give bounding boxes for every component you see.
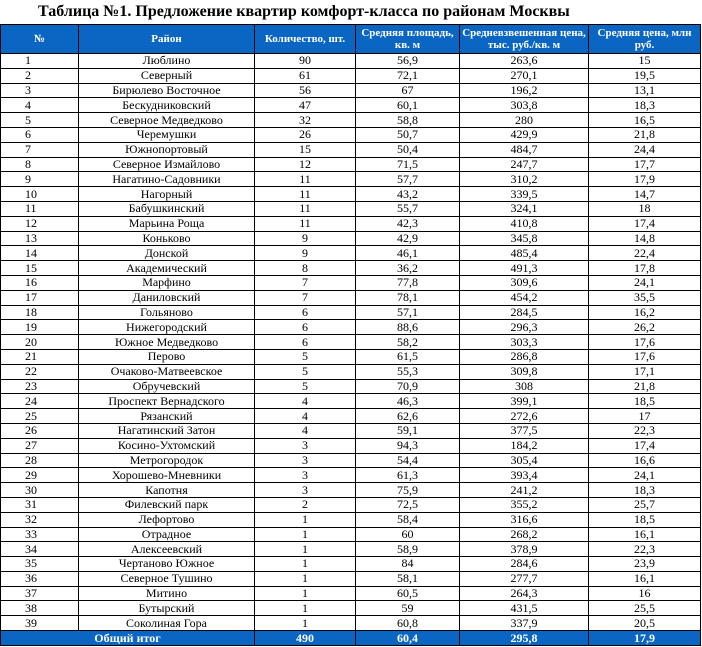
weighted-price: 303,8 xyxy=(460,98,589,113)
quantity: 4 xyxy=(255,423,356,438)
average-price: 35,5 xyxy=(589,290,701,305)
average-area: 50,7 xyxy=(356,127,460,142)
district-name: Северное Тушино xyxy=(79,571,255,586)
average-price: 16,1 xyxy=(589,527,701,542)
weighted-price: 345,8 xyxy=(460,231,589,246)
table-row xyxy=(1,512,701,527)
row-number: 7 xyxy=(1,142,79,157)
row-number: 33 xyxy=(1,527,79,542)
quantity: 4 xyxy=(255,394,356,409)
weighted-price: 196,2 xyxy=(460,83,589,98)
table-row xyxy=(1,290,701,305)
quantity: 6 xyxy=(255,320,356,335)
district-name: Черемушки xyxy=(79,127,255,142)
table-row xyxy=(1,394,701,409)
average-price: 17,4 xyxy=(589,216,701,231)
average-price: 16,6 xyxy=(589,453,701,468)
row-number: 31 xyxy=(1,497,79,512)
weighted-price: 280 xyxy=(460,113,589,128)
weighted-price: 286,8 xyxy=(460,349,589,364)
table-row xyxy=(1,557,701,572)
average-area: 54,4 xyxy=(356,453,460,468)
weighted-price: 454,2 xyxy=(460,290,589,305)
quantity: 8 xyxy=(255,261,356,276)
average-price: 17,4 xyxy=(589,438,701,453)
quantity: 1 xyxy=(255,601,356,616)
quantity: 1 xyxy=(255,542,356,557)
average-area: 59,1 xyxy=(356,423,460,438)
district-name: Южнопортовый xyxy=(79,142,255,157)
table-row xyxy=(1,423,701,438)
table-row xyxy=(1,157,701,172)
header-quantity: Количество, шт. xyxy=(255,25,356,54)
weighted-price: 309,6 xyxy=(460,275,589,290)
table-row xyxy=(1,68,701,83)
district-name: Даниловский xyxy=(79,290,255,305)
average-area: 94,3 xyxy=(356,438,460,453)
table-row xyxy=(1,497,701,512)
table-row xyxy=(1,468,701,483)
row-number: 27 xyxy=(1,438,79,453)
district-name: Бирюлево Восточное xyxy=(79,83,255,98)
average-price: 24,1 xyxy=(589,468,701,483)
average-price: 17 xyxy=(589,409,701,424)
table-row xyxy=(1,409,701,424)
average-price: 17,8 xyxy=(589,261,701,276)
table-row xyxy=(1,201,701,216)
table-row xyxy=(1,113,701,128)
district-name: Филевский парк xyxy=(79,497,255,512)
quantity: 32 xyxy=(255,113,356,128)
table-row xyxy=(1,483,701,498)
quantity: 3 xyxy=(255,453,356,468)
average-area: 55,7 xyxy=(356,201,460,216)
table-row xyxy=(1,335,701,350)
average-price: 18 xyxy=(589,201,701,216)
quantity: 3 xyxy=(255,438,356,453)
average-area: 56,9 xyxy=(356,54,460,69)
average-area: 72,1 xyxy=(356,68,460,83)
district-name: Южное Медведково xyxy=(79,335,255,350)
table-row xyxy=(1,586,701,601)
weighted-price: 305,4 xyxy=(460,453,589,468)
weighted-price: 270,1 xyxy=(460,68,589,83)
total-average-area: 60,4 xyxy=(356,631,460,646)
district-name: Чертаново Южное xyxy=(79,557,255,572)
average-area: 57,1 xyxy=(356,305,460,320)
header-number: № xyxy=(1,25,79,54)
row-number: 5 xyxy=(1,113,79,128)
row-number: 12 xyxy=(1,216,79,231)
average-area: 58,9 xyxy=(356,542,460,557)
district-name: Марьина Роща xyxy=(79,216,255,231)
average-area: 75,9 xyxy=(356,483,460,498)
average-price: 22,4 xyxy=(589,246,701,261)
table-row xyxy=(1,364,701,379)
table-row xyxy=(1,172,701,187)
average-price: 17,6 xyxy=(589,335,701,350)
average-area: 61,3 xyxy=(356,468,460,483)
weighted-price: 491,3 xyxy=(460,261,589,276)
average-area: 50,4 xyxy=(356,142,460,157)
average-area: 46,1 xyxy=(356,246,460,261)
average-area: 42,9 xyxy=(356,231,460,246)
table-row xyxy=(1,142,701,157)
row-number: 20 xyxy=(1,335,79,350)
district-name: Бабушкинский xyxy=(79,201,255,216)
row-number: 8 xyxy=(1,157,79,172)
row-number: 2 xyxy=(1,68,79,83)
weighted-price: 324,1 xyxy=(460,201,589,216)
average-area: 60,5 xyxy=(356,586,460,601)
district-name: Донской xyxy=(79,246,255,261)
average-price: 23,9 xyxy=(589,557,701,572)
weighted-price: 303,3 xyxy=(460,335,589,350)
average-price: 26,2 xyxy=(589,320,701,335)
average-price: 16,1 xyxy=(589,571,701,586)
weighted-price: 399,1 xyxy=(460,394,589,409)
row-number: 24 xyxy=(1,394,79,409)
average-price: 18,3 xyxy=(589,98,701,113)
average-price: 14,7 xyxy=(589,187,701,202)
weighted-price: 355,2 xyxy=(460,497,589,512)
quantity: 11 xyxy=(255,187,356,202)
district-name: Гольяново xyxy=(79,305,255,320)
average-area: 57,7 xyxy=(356,172,460,187)
district-name: Хорошево-Мневники xyxy=(79,468,255,483)
quantity: 1 xyxy=(255,512,356,527)
weighted-price: 410,8 xyxy=(460,216,589,231)
weighted-price: 485,4 xyxy=(460,246,589,261)
table-row xyxy=(1,438,701,453)
average-area: 72,5 xyxy=(356,497,460,512)
average-area: 46,3 xyxy=(356,394,460,409)
quantity: 12 xyxy=(255,157,356,172)
weighted-price: 277,7 xyxy=(460,571,589,586)
quantity: 7 xyxy=(255,290,356,305)
district-name: Очаково-Матвеевское xyxy=(79,364,255,379)
row-number: 36 xyxy=(1,571,79,586)
district-name: Северное Измайлово xyxy=(79,157,255,172)
average-price: 16,5 xyxy=(589,113,701,128)
average-area: 58,1 xyxy=(356,571,460,586)
row-number: 39 xyxy=(1,616,79,631)
district-name: Рязанский xyxy=(79,409,255,424)
table-row xyxy=(1,616,701,631)
header-average-price: Средняя цена, млн руб. xyxy=(589,25,701,54)
average-area: 42,3 xyxy=(356,216,460,231)
weighted-price: 316,6 xyxy=(460,512,589,527)
table-row xyxy=(1,98,701,113)
district-name: Академический xyxy=(79,261,255,276)
weighted-price: 431,5 xyxy=(460,601,589,616)
table-row xyxy=(1,453,701,468)
weighted-price: 309,8 xyxy=(460,364,589,379)
average-price: 19,5 xyxy=(589,68,701,83)
average-area: 71,5 xyxy=(356,157,460,172)
row-number: 25 xyxy=(1,409,79,424)
weighted-price: 284,5 xyxy=(460,305,589,320)
row-number: 38 xyxy=(1,601,79,616)
table-row xyxy=(1,305,701,320)
district-name: Бескудниковский xyxy=(79,98,255,113)
quantity: 9 xyxy=(255,246,356,261)
average-area: 60,8 xyxy=(356,616,460,631)
row-number: 13 xyxy=(1,231,79,246)
average-area: 36,2 xyxy=(356,261,460,276)
row-number: 11 xyxy=(1,201,79,216)
average-price: 18,3 xyxy=(589,483,701,498)
district-name: Северный xyxy=(79,68,255,83)
quantity: 47 xyxy=(255,98,356,113)
table-row xyxy=(1,601,701,616)
row-number: 19 xyxy=(1,320,79,335)
row-number: 32 xyxy=(1,512,79,527)
quantity: 11 xyxy=(255,201,356,216)
quantity: 5 xyxy=(255,349,356,364)
average-area: 88,6 xyxy=(356,320,460,335)
weighted-price: 377,5 xyxy=(460,423,589,438)
district-name: Алексеевский xyxy=(79,542,255,557)
quantity: 11 xyxy=(255,172,356,187)
average-price: 21,8 xyxy=(589,127,701,142)
weighted-price: 263,6 xyxy=(460,54,589,69)
table-row xyxy=(1,571,701,586)
row-number: 6 xyxy=(1,127,79,142)
weighted-price: 484,7 xyxy=(460,142,589,157)
weighted-price: 272,6 xyxy=(460,409,589,424)
average-price: 14,8 xyxy=(589,231,701,246)
average-area: 58,2 xyxy=(356,335,460,350)
average-area: 60,1 xyxy=(356,98,460,113)
district-name: Нагатино-Садовники xyxy=(79,172,255,187)
row-number: 34 xyxy=(1,542,79,557)
average-price: 16 xyxy=(589,586,701,601)
table-row xyxy=(1,542,701,557)
average-area: 62,6 xyxy=(356,409,460,424)
district-name: Нагорный xyxy=(79,187,255,202)
total-row xyxy=(1,631,701,646)
quantity: 1 xyxy=(255,586,356,601)
district-name: Нижегородский xyxy=(79,320,255,335)
average-price: 15 xyxy=(589,54,701,69)
quantity: 1 xyxy=(255,571,356,586)
average-price: 18,5 xyxy=(589,394,701,409)
weighted-price: 337,9 xyxy=(460,616,589,631)
row-number: 22 xyxy=(1,364,79,379)
row-number: 35 xyxy=(1,557,79,572)
district-name: Коньково xyxy=(79,231,255,246)
quantity: 15 xyxy=(255,142,356,157)
weighted-price: 393,4 xyxy=(460,468,589,483)
quantity: 6 xyxy=(255,335,356,350)
row-number: 23 xyxy=(1,379,79,394)
row-number: 21 xyxy=(1,349,79,364)
table-row xyxy=(1,54,701,69)
average-price: 18,5 xyxy=(589,512,701,527)
quantity: 61 xyxy=(255,68,356,83)
table-row xyxy=(1,349,701,364)
quantity: 1 xyxy=(255,557,356,572)
average-area: 61,5 xyxy=(356,349,460,364)
average-area: 58,8 xyxy=(356,113,460,128)
average-area: 77,8 xyxy=(356,275,460,290)
quantity: 11 xyxy=(255,216,356,231)
weighted-price: 247,7 xyxy=(460,157,589,172)
quantity: 3 xyxy=(255,468,356,483)
weighted-price: 378,9 xyxy=(460,542,589,557)
district-name: Проспект Вернадского xyxy=(79,394,255,409)
average-area: 58,4 xyxy=(356,512,460,527)
table-row xyxy=(1,187,701,202)
quantity: 4 xyxy=(255,409,356,424)
district-name: Марфино xyxy=(79,275,255,290)
district-name: Отрадное xyxy=(79,527,255,542)
table-row xyxy=(1,83,701,98)
district-name: Люблино xyxy=(79,54,255,69)
row-number: 3 xyxy=(1,83,79,98)
table-body xyxy=(1,54,701,631)
average-area: 70,9 xyxy=(356,379,460,394)
quantity: 56 xyxy=(255,83,356,98)
average-price: 22,3 xyxy=(589,542,701,557)
average-price: 21,8 xyxy=(589,379,701,394)
table-row xyxy=(1,379,701,394)
average-price: 13,1 xyxy=(589,83,701,98)
district-name: Перово xyxy=(79,349,255,364)
weighted-price: 429,9 xyxy=(460,127,589,142)
average-area: 78,1 xyxy=(356,290,460,305)
weighted-price: 308 xyxy=(460,379,589,394)
district-name: Обручевский xyxy=(79,379,255,394)
quantity: 6 xyxy=(255,305,356,320)
quantity: 3 xyxy=(255,483,356,498)
row-number: 18 xyxy=(1,305,79,320)
weighted-price: 296,3 xyxy=(460,320,589,335)
average-price: 17,1 xyxy=(589,364,701,379)
district-name: Метрогородок xyxy=(79,453,255,468)
district-name: Соколиная Гора xyxy=(79,616,255,631)
average-price: 17,9 xyxy=(589,172,701,187)
district-name: Бутырский xyxy=(79,601,255,616)
quantity: 26 xyxy=(255,127,356,142)
average-area: 55,3 xyxy=(356,364,460,379)
row-number: 9 xyxy=(1,172,79,187)
table-row xyxy=(1,216,701,231)
table-row xyxy=(1,246,701,261)
table-row xyxy=(1,261,701,276)
weighted-price: 284,6 xyxy=(460,557,589,572)
district-name: Митино xyxy=(79,586,255,601)
average-area: 60 xyxy=(356,527,460,542)
table-row xyxy=(1,527,701,542)
district-name: Косино-Ухтомский xyxy=(79,438,255,453)
quantity: 5 xyxy=(255,379,356,394)
weighted-price: 241,2 xyxy=(460,483,589,498)
quantity: 9 xyxy=(255,231,356,246)
table-row xyxy=(1,320,701,335)
district-offer-table xyxy=(0,24,701,646)
total-average-price: 17,9 xyxy=(589,631,701,646)
total-quantity: 490 xyxy=(255,631,356,646)
header-weighted-price: Средневзвешенная цена, тыс. руб./кв. м xyxy=(460,25,589,54)
average-area: 84 xyxy=(356,557,460,572)
quantity: 90 xyxy=(255,54,356,69)
table-header-row xyxy=(1,25,701,54)
page-title: Таблица №1. Предложение квартир комфорт-класса по районам Москвы xyxy=(38,3,570,20)
total-label: Общий итог xyxy=(1,631,255,646)
average-area: 43,2 xyxy=(356,187,460,202)
district-name: Северное Медведково xyxy=(79,113,255,128)
district-name: Капотня xyxy=(79,483,255,498)
table-row xyxy=(1,275,701,290)
row-number: 30 xyxy=(1,483,79,498)
weighted-price: 339,5 xyxy=(460,187,589,202)
row-number: 15 xyxy=(1,261,79,276)
average-price: 25,7 xyxy=(589,497,701,512)
average-area: 59 xyxy=(356,601,460,616)
weighted-price: 268,2 xyxy=(460,527,589,542)
total-weighted-price: 295,8 xyxy=(460,631,589,646)
row-number: 29 xyxy=(1,468,79,483)
row-number: 26 xyxy=(1,423,79,438)
row-number: 28 xyxy=(1,453,79,468)
quantity: 2 xyxy=(255,497,356,512)
row-number: 37 xyxy=(1,586,79,601)
row-number: 17 xyxy=(1,290,79,305)
row-number: 14 xyxy=(1,246,79,261)
quantity: 1 xyxy=(255,616,356,631)
district-name: Лефортово xyxy=(79,512,255,527)
header-district: Район xyxy=(79,25,255,54)
quantity: 1 xyxy=(255,527,356,542)
average-price: 20,5 xyxy=(589,616,701,631)
weighted-price: 184,2 xyxy=(460,438,589,453)
average-price: 25,5 xyxy=(589,601,701,616)
row-number: 10 xyxy=(1,187,79,202)
quantity: 5 xyxy=(255,364,356,379)
quantity: 7 xyxy=(255,275,356,290)
row-number: 4 xyxy=(1,98,79,113)
district-name: Нагатинский Затон xyxy=(79,423,255,438)
average-price: 22,3 xyxy=(589,423,701,438)
weighted-price: 264,3 xyxy=(460,586,589,601)
header-average-area: Средняя площадь, кв. м xyxy=(356,25,460,54)
row-number: 16 xyxy=(1,275,79,290)
average-price: 16,2 xyxy=(589,305,701,320)
weighted-price: 310,2 xyxy=(460,172,589,187)
row-number: 1 xyxy=(1,54,79,69)
table-row xyxy=(1,127,701,142)
average-price: 17,6 xyxy=(589,349,701,364)
average-area: 67 xyxy=(356,83,460,98)
average-price: 24,1 xyxy=(589,275,701,290)
average-price: 17,7 xyxy=(589,157,701,172)
average-price: 24,4 xyxy=(589,142,701,157)
table-row xyxy=(1,231,701,246)
